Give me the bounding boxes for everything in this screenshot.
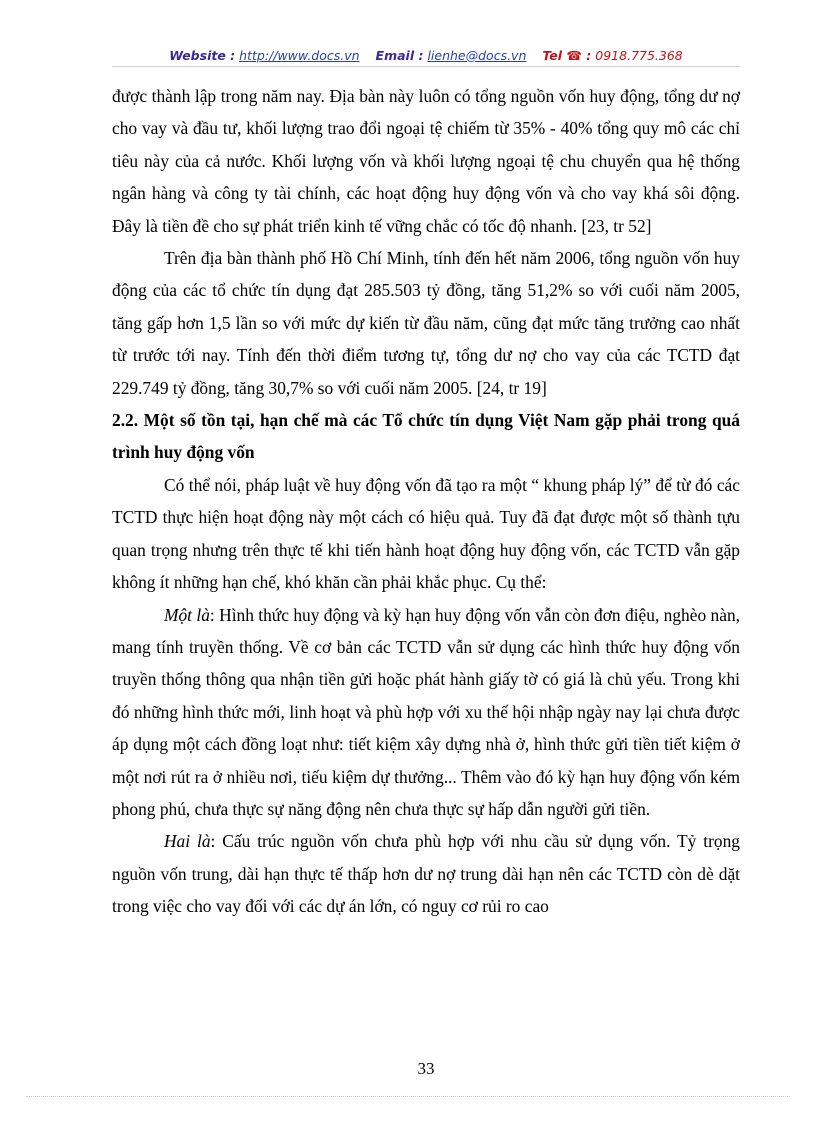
second-point-lead: Hai là bbox=[164, 831, 211, 852]
paragraph-intro: Có thể nói, pháp luật về huy động vốn đã tạo ra một “ khung pháp lý” để từ đó các TCTD thực hiện hoạt động này một cách có hiệu quả. Tuy đã đạt được một số thành tựu quan trọng nhưng trên thực tế khi tiến hành hoạt động huy động vốn, các TCTD vẫn gặp không ít những hạn chế, khó khăn cần phải khắc phục. Cụ thể: bbox=[112, 474, 740, 593]
second-point-body: : Cấu trúc nguồn vốn chưa phù hợp với nhu cầu sử dụng vốn. Tỷ trọng nguồn vốn trung, dài hạn thực tế thấp hơn dư nợ trung dài hạn nên các TCTD còn dè dặt trong việc cho vay đối với các dự án lớn, có nguy cơ rủi ro cao bbox=[112, 831, 740, 917]
paragraph-first-point bbox=[112, 599, 740, 826]
first-point-lead: Một là bbox=[164, 604, 210, 625]
section-heading: 2.2. Một số tồn tại, hạn chế mà các Tổ chức tín dụng Việt Nam gặp phải trong quá trình huy động vốn bbox=[112, 410, 740, 463]
paragraph-continuation: được thành lập trong năm nay. Địa bàn này luôn có tổng nguồn vốn huy động, tổng dư nợ cho vay và đầu tư, khối lượng trao đổi ngoại tệ chiếm từ 35% - 40% tổng quy mô các chỉ tiêu này của cả nước. Khối lượng vốn và khối lượng ngoại tệ chu chuyển qua hệ thống ngân hàng và công ty tài chính, các hoạt động huy động vốn và cho vay khá sôi động. Đây là tiền đề cho sự phát triển kinh tế vững chắc có tốc độ nhanh. [23, tr 52] bbox=[112, 86, 740, 236]
page-body bbox=[112, 80, 740, 923]
website-link[interactable]: http://www.docs.vn bbox=[239, 48, 360, 63]
page-number: 33 bbox=[417, 1059, 435, 1078]
header-divider bbox=[112, 66, 740, 67]
phone-number: 0918.775.368 bbox=[595, 48, 683, 63]
tel-label: Tel ☎ : bbox=[542, 48, 592, 63]
email-link[interactable]: lienhe@docs.vn bbox=[427, 48, 527, 63]
page-header bbox=[112, 47, 740, 65]
paragraph-second-point bbox=[112, 825, 740, 922]
website-label: Website : bbox=[169, 48, 236, 63]
paragraph-hcmc: Trên địa bàn thành phố Hồ Chí Minh, tính đến hết năm 2006, tổng nguồn vốn huy động của các tổ chức tín dụng đạt 285.503 tỷ đồng, tăng 51,2% so với cuối năm 2005, tăng gấp hơn 1,5 lần so với mức dự kiến từ đầu năm, cũng đạt mức tăng trưởng cao nhất từ trước tới nay. Tính đến thời điểm tương tự, tổng dư nợ cho vay của các TCTD đạt 229.749 tỷ đồng, tăng 30,7% so với cuối năm 2005. [24, tr 19] bbox=[112, 248, 740, 398]
email-label: Email : bbox=[375, 48, 424, 63]
first-point-body: : Hình thức huy động và kỳ hạn huy động vốn vẫn còn đơn điệu, nghèo nàn, mang tính truyền thống. Về cơ bản các TCTD vẫn sử dụng các hình thức huy động vốn truyền thống thông qua nhận tiền gửi hoặc phát hành giấy tờ có giá là chủ yếu. Trong khi đó những hình thức mới, linh hoạt và phù hợp với xu thế hội nhập ngày nay lại chưa được áp dụng một cách đồng loạt như: tiết kiệm xây dựng nhà ở, hình thức gửi tiền tiết kiệm ở một nơi rút ra ở nhiều nơi, tiếu kiệm dự thưởng... Thêm vào đó kỳ hạn huy động vốn kém phong phú, chưa thực sự năng động nên chưa thực sự hấp dẫn người gửi tiền. bbox=[112, 604, 740, 819]
page-bottom-border bbox=[26, 1096, 790, 1097]
